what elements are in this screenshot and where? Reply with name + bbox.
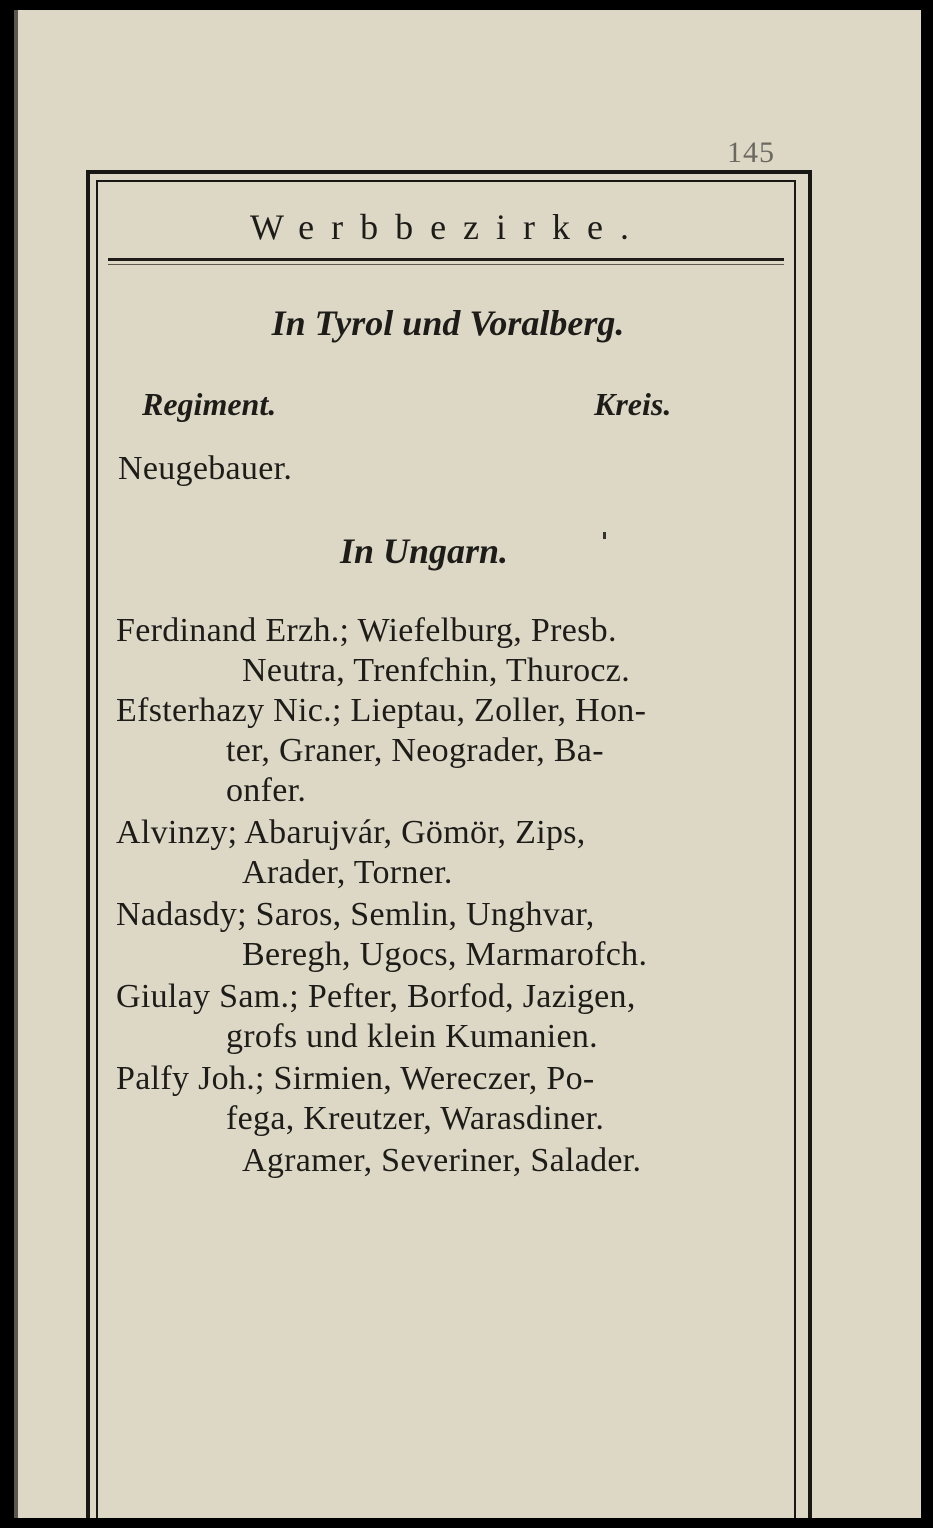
list-line: Alvinzy; Abarujvár, Gömör, Zips, <box>116 814 586 851</box>
heading-rule <box>108 258 784 261</box>
section-title-ungarn: In Ungarn. <box>339 531 509 571</box>
list-line: Neutra, Trenfchin, Thurocz. <box>242 652 630 689</box>
list-line: grofs und klein Kumanien. <box>226 1018 598 1055</box>
list-line: Agramer, Severiner, Salader. <box>242 1142 642 1179</box>
list-line: Beregh, Ugocs, Marmarofch. <box>242 936 648 973</box>
column-header-kreis: Kreis. <box>594 386 672 422</box>
list-line: Palfy Joh.; Sirmien, Wereczer, Po- <box>116 1060 595 1097</box>
ink-speck <box>603 532 606 539</box>
page-border-frame <box>86 170 810 1518</box>
list-line: fega, Kreutzer, Warasdiner. <box>226 1100 605 1137</box>
list-line: Efsterhazy Nic.; Lieptau, Zoller, Hon- <box>116 692 647 729</box>
page-heading: Werbbezirke. <box>250 207 646 247</box>
list-line: ter, Graner, Neograder, Ba- <box>226 732 604 769</box>
regiment-entry: Neugebauer. <box>118 450 293 487</box>
list-line: Nadasdy; Saros, Semlin, Unghvar, <box>116 896 595 933</box>
section-title-tyrol: In Tyrol und Voralberg. <box>271 303 625 343</box>
list-line: Ferdinand Erzh.; Wiefelburg, Presb. <box>116 612 617 649</box>
heading-rule-thin <box>108 264 784 265</box>
page-edge-shadow <box>14 10 18 1518</box>
book-page <box>14 10 921 1518</box>
column-header-regiment: Regiment. <box>142 386 277 422</box>
list-line: onfer. <box>226 772 307 809</box>
list-line: Arader, Torner. <box>242 854 453 891</box>
page-number: 145 <box>727 136 775 169</box>
list-line: Giulay Sam.; Pefter, Borfod, Jazigen, <box>116 978 636 1015</box>
